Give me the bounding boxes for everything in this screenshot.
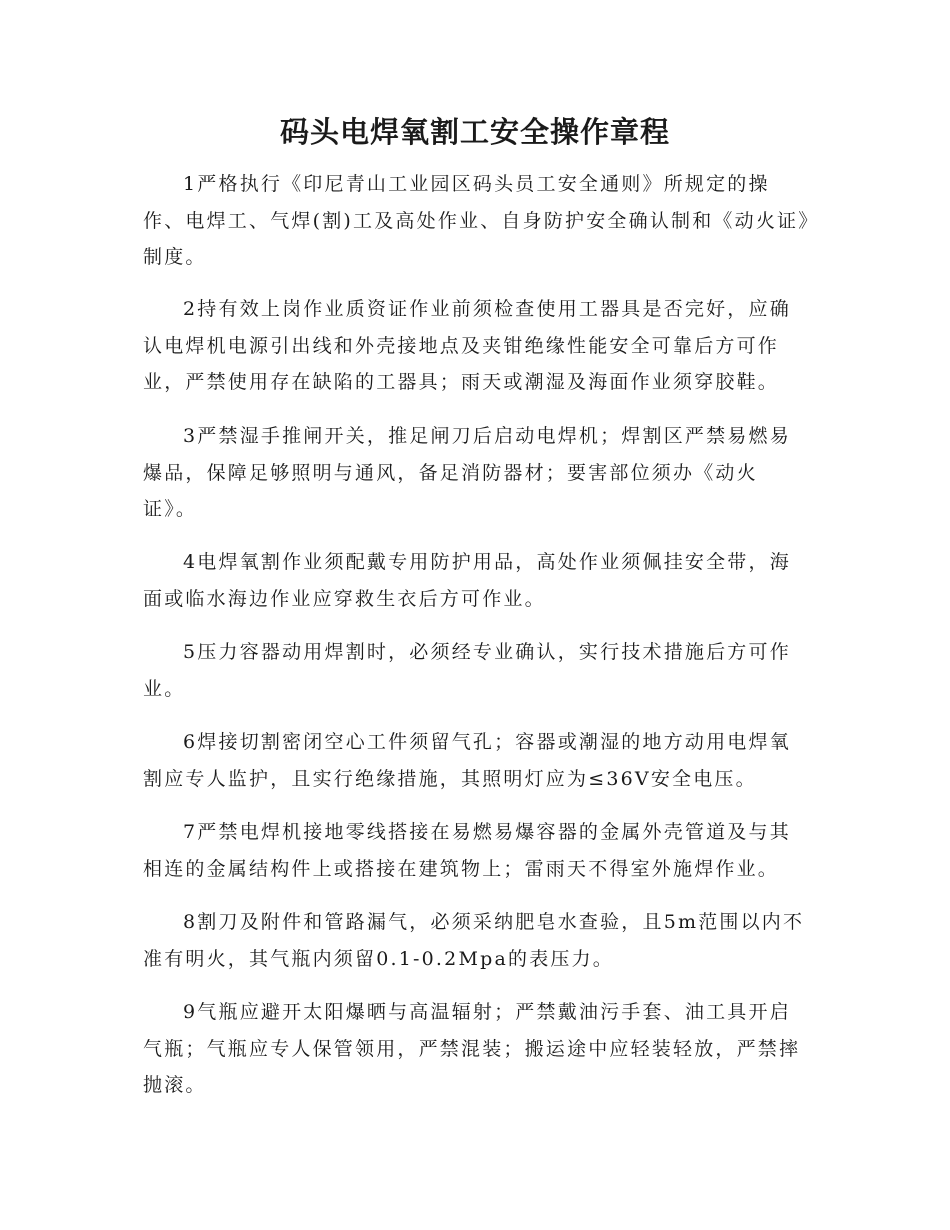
page-title: 码头电焊氧割工安全操作章程 xyxy=(279,115,670,149)
clause-9: 9气瓶应避开太阳爆晒与高温辐射；严禁戴油污手套、油工具开启气瓶；气瓶应专人保管领用，严禁混装；搬运途中应轻装轻放，严禁摔抛滚。 xyxy=(143,1001,801,1096)
clause-8: 8割刀及附件和管路漏气，必须采纳肥皂水查验，且5m范围以内不准有明火，其气瓶内须留0.1-0.2Mpa的表压力。 xyxy=(143,911,805,970)
clause-1: 1严格执行《印尼青山工业园区码头员工安全通则》所规定的操作、电焊工、气焊(割)工及高处作业、自身防护安全确认制和《动火证》制度。 xyxy=(143,173,810,268)
clause-4: 4电焊氧割作业须配戴专用防护用品，高处作业须佩挂安全带，海面或临水海边作业应穿救生衣后方可作业。 xyxy=(143,551,791,610)
clause-3: 3严禁湿手推闸开关，推足闸刀后启动电焊机；焊割区严禁易燃易爆品，保障足够照明与通风，备足消防器材；要害部位须办《动火证》。 xyxy=(143,425,791,520)
clause-6: 6焊接切割密闭空心工件须留气孔；容器或潮湿的地方动用电焊氧割应专人监护，且实行绝缘措施，其照明灯应为≤36V安全电压。 xyxy=(143,731,791,790)
clause-5: 5压力容器动用焊割时，必须经专业确认，实行技术措施后方可作业。 xyxy=(143,641,791,700)
clause-2: 2持有效上岗作业质资证作业前须检查使用工器具是否完好，应确认电焊机电源引出线和外壳接地点及夹钳绝缘性能安全可靠后方可作业，严禁使用存在缺陷的工器具；雨天或潮湿及海面作业须穿胶鞋。 xyxy=(143,298,791,393)
clause-7: 7严禁电焊机接地零线搭接在易燃易爆容器的金属外壳管道及与其相连的金属结构件上或搭接在建筑物上；雷雨天不得室外施焊作业。 xyxy=(143,821,791,880)
